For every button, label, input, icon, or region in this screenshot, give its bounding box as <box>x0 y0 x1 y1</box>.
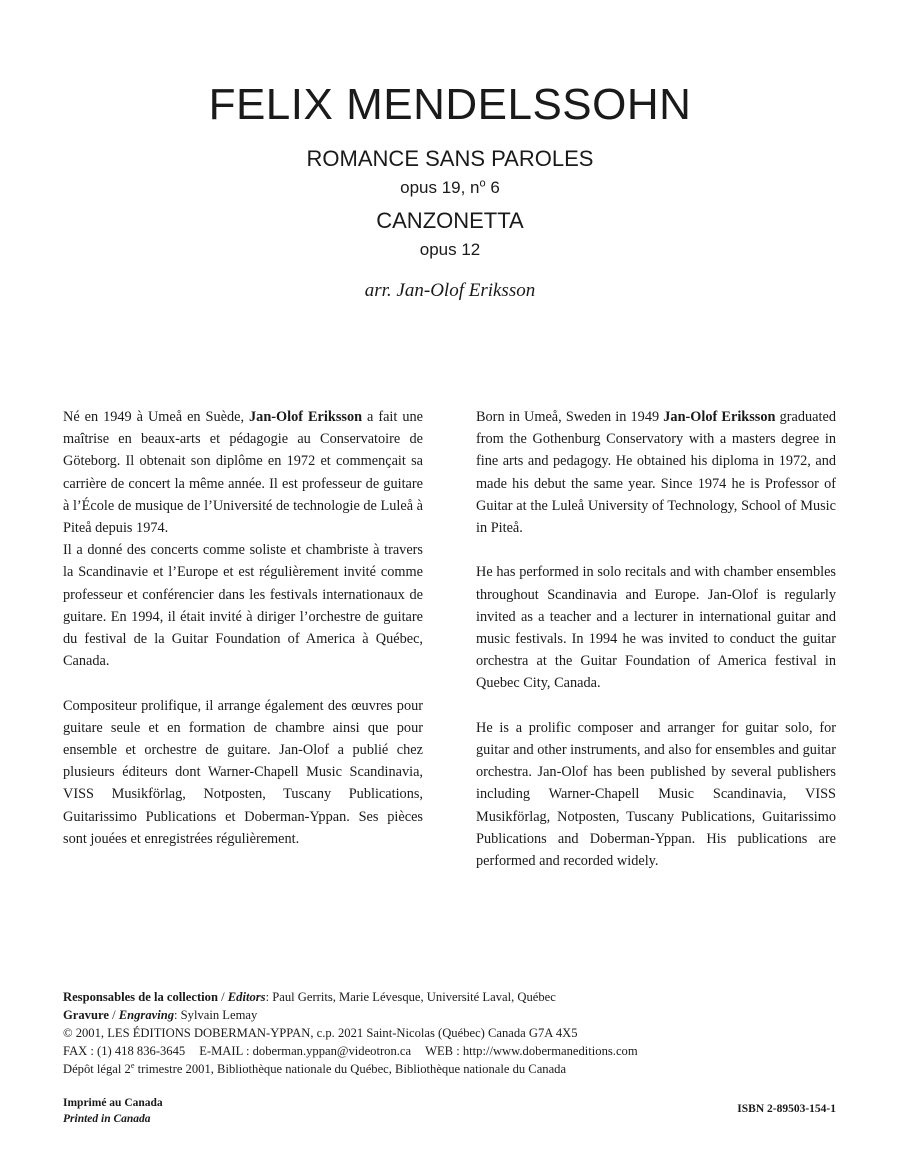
bio-fr-paragraph-3: Compositeur prolifique, il arrange également des œuvres pour guitare seule et en formation de chambre ainsi que pour ensemble et orchestre de guitare. Jan-Olof a publié chez plusieurs éditeurs dont Warner-Chapell Music Scandinavia, VISS Musikförlag, Notposten, Tuscany Publications, Guitarissimo Publications et Doberman-Yppan. Ses pièces sont jouées et enregistrées régulièrement. <box>63 697 423 847</box>
email-address: E-MAIL : doberman.yppan@videotron.ca <box>199 1044 412 1058</box>
bio-fr-artist-name: Jan-Olof Eriksson <box>249 409 363 425</box>
website-url: WEB : http://www.dobermaneditions.com <box>425 1044 638 1058</box>
editors-label-en: Editors <box>227 990 266 1004</box>
bio-en-artist-name: Jan-Olof Eriksson <box>663 409 776 425</box>
engraving-label-fr: Gravure <box>63 1008 109 1022</box>
bio-fr-p1-body: a fait une maîtrise en beaux-arts et pédagogie au Conservatoire de Göteborg. Il obtenait son diplôme en 1972 et commençait sa carrière de concert la même année. Il est professeur de guitare à l’École de musique de l’Université de technologie de Luleå à Piteå depuis 1974. <box>63 409 423 537</box>
printed-in <box>63 1095 163 1127</box>
editors-names: : Paul Gerrits, Marie Lévesque, Université Laval, Québec <box>265 990 556 1004</box>
fax-number: FAX : (1) 418 836-3645 <box>63 1044 186 1058</box>
bio-fr-paragraph-1 <box>63 406 423 539</box>
bio-en-paragraph-1 <box>476 406 836 539</box>
opus-romance <box>0 178 900 198</box>
credits-editors-line <box>63 988 638 1006</box>
bio-en-p1-body: graduated from the Gothenburg Conservatory with a masters degree in fine arts and pedagogy. He obtained his diploma in 1972, and made his debut the same year. Since 1974 he is Professor of Guitar at the Luleå University of Technology, School of Music in Piteå. <box>476 409 836 537</box>
editors-label-fr: Responsables de la collection <box>63 990 218 1004</box>
copyright-line: © 2001, LES ÉDITIONS DOBERMAN-YPPAN, c.p. 2021 Saint-Nicolas (Québec) Canada G7A 4X5 <box>63 1026 578 1040</box>
contact-line <box>63 1042 638 1060</box>
opus-canzonetta: opus 12 <box>419 240 481 259</box>
biography-english <box>476 406 836 872</box>
title-canzonetta: CANZONETTA <box>376 208 524 233</box>
biography-french <box>63 406 423 850</box>
title-romance: ROMANCE SANS PAROLES <box>306 146 594 171</box>
printed-in-en: Printed in Canada <box>63 1113 151 1125</box>
engraving-label-en: Engraving <box>118 1008 175 1022</box>
composer-name: FELIX MENDELSSOHN <box>208 80 692 129</box>
bio-en-p1-intro: Born in Umeå, Sweden in 1949 <box>476 409 664 425</box>
engraving-separator: / <box>108 1008 119 1022</box>
opus-romance-text: opus 19, n <box>400 178 480 197</box>
credits-engraving-line <box>63 1006 638 1024</box>
isbn-number: ISBN 2-89503-154-1 <box>737 1103 836 1115</box>
engraver-name: : Sylvain Lemay <box>174 1008 258 1022</box>
credits-block <box>63 988 638 1078</box>
legal-deposit-intro: Dépôt légal 2 <box>63 1062 131 1076</box>
opus-romance-sup: o <box>479 177 486 190</box>
legal-deposit-line <box>63 1060 638 1078</box>
bio-fr-paragraph-2: Il a donné des concerts comme soliste et chambriste à travers la Scandinavie et l’Europe et est régulièrement invité comme professeur et conférencier dans les festivals internationaux de guitare. En 1994, il était invité à diriger l’orchestre de guitare du festival de la Guitar Foundation of America à Québec, Canada. <box>63 542 423 670</box>
bio-en-paragraph-2: He has performed in solo recitals and with chamber ensembles throughout Scandinavia and Europe. Jan-Olof is regularly invited as a teacher and a lecturer in international guitar and music festivals. In 1994 he was invited to conduct the guitar orchestra at the Guitar Foundation of America festival in Quebec City, Canada. <box>476 564 836 692</box>
editors-separator: / <box>217 990 228 1004</box>
bio-fr-p1-intro: Né en 1949 à Umeå en Suède, <box>63 409 250 425</box>
bio-en-paragraph-3: He is a prolific composer and arranger for guitar solo, for guitar and other instruments, and also for ensembles and guitar orchestra. Jan-Olof has been published by several publishers including Warner-Chapell Music Scandinavia, VISS Musikförlag, Notposten, Tuscany Publications, Guitarissimo Publications and Doberman-Yppan. His publications are performed and recorded widely. <box>476 719 836 870</box>
legal-deposit-sup: e <box>130 1060 135 1070</box>
printed-in-fr: Imprimé au Canada <box>63 1097 163 1109</box>
opus-romance-number: 6 <box>490 178 500 197</box>
arranger-credit: arr. Jan-Olof Eriksson <box>364 280 536 301</box>
legal-deposit-body: trimestre 2001, Bibliothèque nationale du Québec, Bibliothèque nationale du Canada <box>134 1062 567 1076</box>
